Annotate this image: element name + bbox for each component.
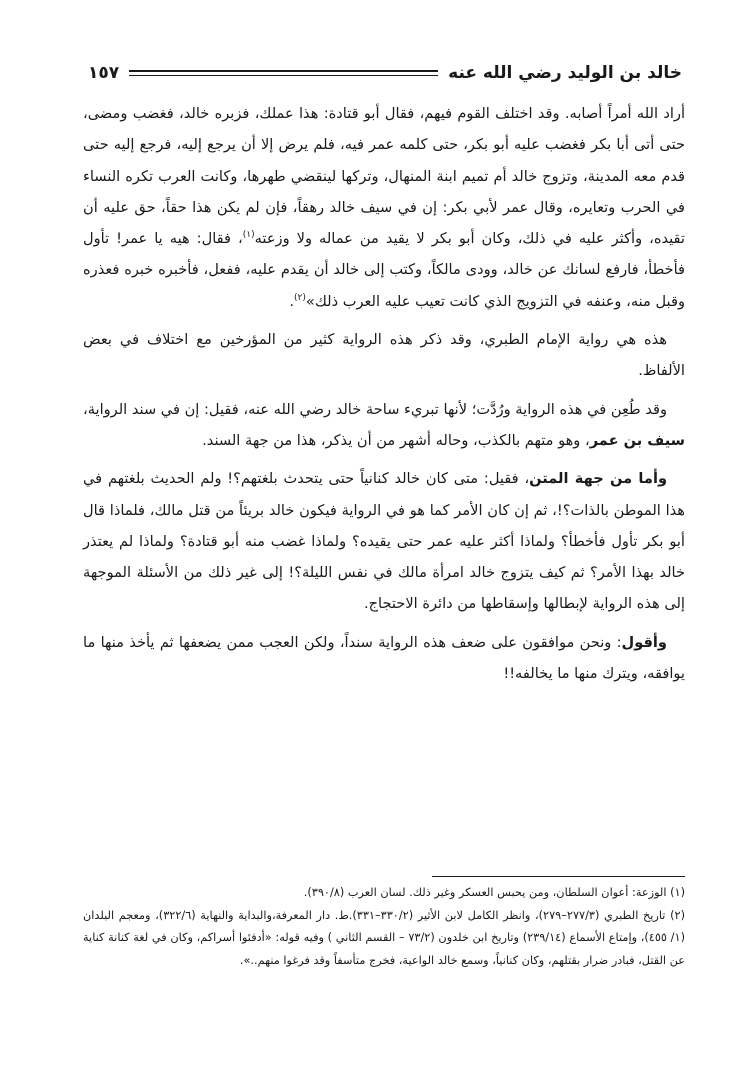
header-title: خالد بن الوليد رضي الله عنه (448, 63, 682, 83)
header-rule (129, 70, 438, 76)
paragraph-1 (83, 98, 685, 317)
running-header (88, 58, 682, 88)
paragraph-3-text: وقد طُعِن في هذه الرواية ورُدَّت؛ لأنها تبريء ساحة خالد رضي الله عنه، فقيل: إن في سند الرواية، (82, 400, 667, 418)
paragraph-1-text-cont: ، فقال: هيه يا عمر! تأول فأخطأ، فارفع لسانك عن خالد، وودى مالكاً، وكتب إلى خالد أن يقدم عليه، ففعل، فأخبره خبره فعذره وقبل منه، وعنفه في التزويج الذي كانت تعيب عليه العرب ذلك» (83, 230, 685, 310)
page-number: ١٥٧ (88, 63, 120, 83)
paragraph-5-text: : ونحن موافقون على ضعف هذه الرواية سنداً، ولكن العجب ممن يضعفها ثم يأخذ منها ما يوافقه، ويترك منها ما يخالفه!! (83, 633, 685, 683)
paragraph-3 (83, 394, 685, 457)
footnote-ref-1: (١) (242, 230, 255, 241)
footnotes (83, 882, 685, 972)
paragraph-1-text: أراد الله أمراً أصابه. وقد اختلف القوم فيهم، فقال أبو قتادة: هذا عملك، فزبره خالد، فغضب ومضى، حتى أتى أبا بكر فغضب عليه أبو بكر، حتى كلمه عمر فيه، فلم يرض إلا أن يرجع إليه، فرجع إليه حتى قدم معه المدينة، وتزوج خالد أم تميم ابنة المنهال، وتركها لينقضي طهرها، وكانت العرب تكره النساء في الحرب وتعايره، وقال عمر لأبي بكر: إن في سيف خالد رهقاً، فإن لم يكن هذا حقاً، حق عليه أن تقيده، وأكثر عليه في ذلك، وكان أبو بكر لا يقيد من عماله ولا وزعته (83, 105, 685, 248)
footnote-ref-2: (٢) (294, 292, 306, 303)
paragraph-2: هذه هي رواية الإمام الطبري، وقد ذكر هذه الرواية كثير من المؤرخين مع اختلاف في بعض الألفاظ. (83, 331, 685, 380)
narrator-name: سيف بن عمر (589, 431, 685, 449)
paragraph-3-text-cont: ، وهو متهم بالكذب، وحاله أشهر من أن يذكر، هذا من جهة السند. (202, 431, 590, 449)
paragraph-5-lead: وأقول (621, 633, 667, 651)
paragraph-5 (83, 627, 685, 690)
footnote-1: (١) الوزعة: أعوان السلطان، ومن يحبس العسكر وغير ذلك. لسان العرب (٣٩٠/٨). (303, 886, 685, 899)
footnote-2: (٢) تاريخ الطبري (٢٧٧/٣–٢٧٩)، وانظر الكامل لابن الأثير (٣٣٠/٢–٣٣١).ط. دار المعرفة،والبداية والنهاية (٣٢٢/٦)، ومعجم البلدان (١/ ٤٥٥)، وإمتاع الأسماع (٢٣٩/١٤) وتاريخ ابن خلدون (٧٣/٢ – القسم الثاني ) وفيه قوله: «أدفئوا أسراكم، وكان في لغة كنانة كناية عن القتل، فبادر ضرار بقتلهم، وكان كنانياً، وسمع خالد الواعية، فخرج متأسفاً وقد فرغوا منهم..». (83, 908, 685, 967)
paragraph-4 (83, 463, 685, 619)
paragraph-1-end: . (289, 292, 295, 310)
paragraph-4-text: ، فقيل: متى كان خالد كنانياً حتى يتحدث بلغتهم؟! ولم الحديث بلغتهم في هذا الموطن بالذات؟!، ثم إن كان الأمر كما هو في الرواية فيكون خالد بريئاً من قتل مالك، فلماذا قال أبو بكر تأول فأخطأ؟ ولماذا أكثر عليه عمر حتى يقيده؟ ولماذا غضب منه أبو قتادة؟ ولماذا لم يعتذر خالد بهذا الأمر؟ ثم كيف يتزوج خالد امرأة مالك في نفس الليلة؟! إلى غير ذلك من الأسئلة الموجهة إلى هذه الرواية لإبطالها وإسقاطها من دائرة الاحتجاج. (83, 470, 685, 613)
paragraph-4-lead: وأما من جهة المتن (529, 470, 668, 488)
body-text (83, 98, 685, 696)
footnote-divider (432, 876, 685, 877)
